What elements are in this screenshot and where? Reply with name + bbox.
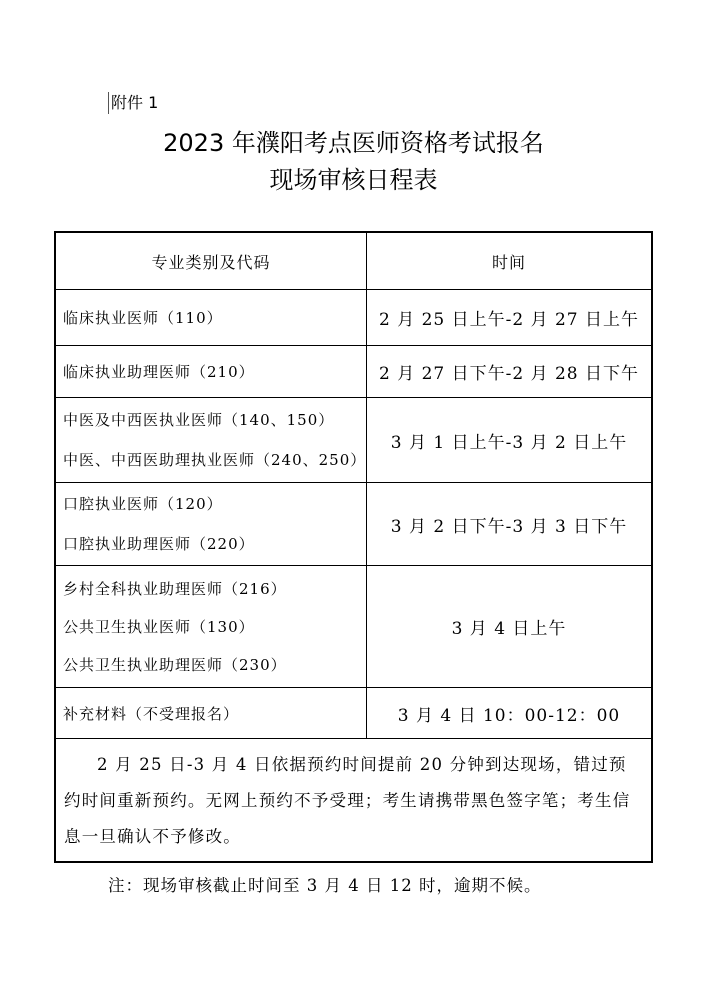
category-text: 口腔执业助理医师（220） [63,535,255,553]
category-text: 公共卫生执业助理医师（230） [63,655,287,674]
category-text: 中医及中西医执业医师（140、150） [63,411,335,429]
time-cell: 3 月 2 日下午-3 月 3 日下午 [390,516,628,537]
table-row [56,566,651,688]
time-cell: 2 月 27 日下午-2 月 28 日下午 [378,364,640,384]
category-cell [56,398,367,482]
category-cell [56,483,367,565]
category-cell [56,566,367,687]
category-text: 乡村全科执业助理医师（216） [63,579,287,598]
table-row [56,483,651,566]
table-row [56,346,651,398]
header-time: 时间 [491,252,526,272]
table-row [56,688,651,739]
table-row [56,398,651,483]
header-category: 专业类别及代码 [56,233,367,289]
category-cell [56,688,367,738]
footnote: 注：现场审核截止时间至 3 月 4 日 12 时，逾期不候。 [108,876,542,895]
category-text: 临床执业助理医师（210） [63,363,255,381]
category-text: 临床执业医师（110） [63,309,223,327]
table-notice: 2 月 25 日-3 月 4 日依据预约时间提前 20 分钟到达现场，错过预约时间重新预约。无网上预约不予受理；考生请携带黑色签字笔；考生信息一旦确认不予修改。 [64,755,631,846]
category-cell [56,290,367,345]
category-text: 公共卫生执业医师（130） [63,617,255,636]
schedule-table [54,231,653,863]
document-title-line1: 2023 年濮阳考点医师资格考试报名 [163,129,544,157]
table-header-row [56,233,651,290]
category-text: 补充材料（不受理报名） [63,704,240,723]
time-cell: 2 月 25 日上午-2 月 27 日上午 [378,310,640,330]
category-text: 中医、中西医助理执业医师（240、250） [63,451,367,469]
time-cell: 3 月 4 日 10：00-12：00 [397,705,621,726]
table-row [56,290,651,346]
attachment-label: 附件 1 [108,92,158,114]
time-cell: 3 月 1 日上午-3 月 2 日上午 [390,432,628,453]
category-text: 口腔执业医师（120） [63,495,223,513]
time-cell: 3 月 4 日上午 [451,619,567,639]
category-cell [56,346,367,397]
document-title-line2: 现场审核日程表 [269,166,438,194]
